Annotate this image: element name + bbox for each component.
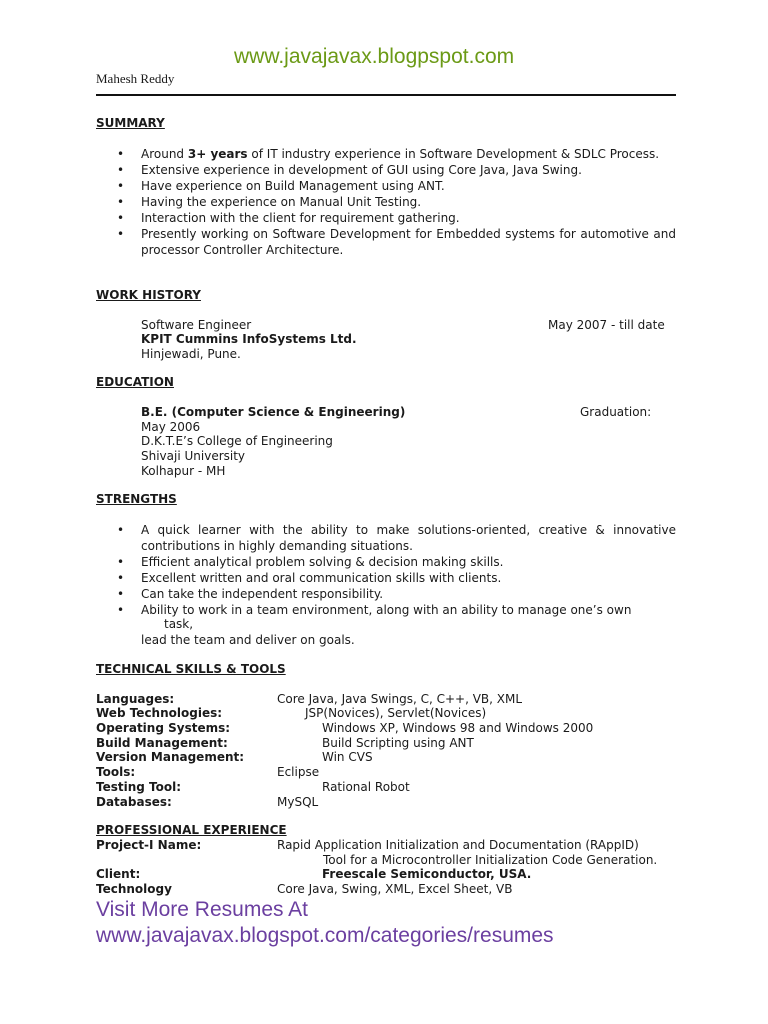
skill-label: Testing Tool: — [96, 780, 182, 794]
degree: B.E. (Computer Science & Engineering) — [141, 405, 406, 419]
skill-value: JSP(Novices), Servlet(Novices) — [305, 706, 487, 720]
promo-text: Visit More Resumes At — [96, 898, 309, 921]
author-name: Mahesh Reddy — [96, 71, 175, 86]
bullet-icon: • — [117, 179, 125, 193]
job-dates: May 2007 - till date — [548, 318, 665, 332]
site-url-top[interactable]: www.javajavax.blogpspot.com — [234, 45, 515, 68]
work-history-heading: WORK HISTORY — [96, 288, 201, 302]
strength-item: • Ability to work in a team environment, along with an ability to manage one’s own — [117, 603, 632, 617]
project-description: Tool for a Microcontroller Initialization Code Generation. — [323, 853, 658, 867]
strength-item: • Can take the independent responsibility. — [117, 587, 384, 601]
strengths-heading: STRENGTHS — [96, 492, 177, 506]
summary-item: • Have experience on Build Management using ANT. — [117, 179, 445, 193]
summary-item: • Extensive experience in development of GUI using Core Java, Java Swing. — [117, 163, 582, 177]
bullet-icon: • — [117, 163, 125, 177]
skill-label: Languages: — [96, 692, 175, 706]
bullet-icon: • — [117, 211, 125, 225]
promo-link[interactable]: www.javajavax.blogspot.com/categories/resumes — [96, 924, 554, 947]
bullet-icon: • — [117, 571, 125, 585]
bullet-icon: • — [117, 227, 125, 241]
university-name: Shivaji University — [141, 449, 246, 463]
skill-value: Win CVS — [322, 750, 373, 764]
bullet-icon: • — [117, 587, 125, 601]
company-name: KPIT Cummins InfoSystems Ltd. — [141, 332, 357, 346]
technology-label: Technology — [96, 882, 172, 896]
skill-value: Build Scripting using ANT — [322, 736, 474, 750]
strength-continuation: lead the team and deliver on goals. — [141, 633, 355, 647]
summary-item: • Around 3+ years of IT industry experience in Software Development & SDLC Process. — [117, 147, 660, 161]
bullet-icon: • — [117, 555, 125, 569]
graduation-date: May 2006 — [141, 420, 201, 434]
skill-label: Tools: — [96, 765, 136, 779]
bullet-icon: • — [117, 523, 125, 537]
skills-heading: TECHNICAL SKILLS & TOOLS — [96, 662, 286, 676]
company-location: Hinjewadi, Pune. — [141, 347, 241, 361]
strength-item: • Excellent written and oral communication skills with clients. — [117, 571, 502, 585]
strength-item: • A quick learner with the ability to make solutions-oriented, creative & innovative contributions in highly demanding situations. — [117, 523, 676, 553]
summary-list — [96, 146, 676, 258]
skill-value: Rational Robot — [322, 780, 410, 794]
bullet-icon: • — [117, 603, 125, 617]
strengths-list — [96, 522, 676, 618]
summary-heading: SUMMARY — [96, 116, 165, 130]
job-title: Software Engineer — [141, 318, 252, 332]
experience-heading: PROFESSIONAL EXPERIENCE — [96, 823, 287, 837]
summary-item: • Interaction with the client for requirement gathering. — [117, 211, 460, 225]
bullet-icon: • — [117, 147, 125, 161]
skill-value: Eclipse — [277, 765, 320, 779]
summary-item: • Having the experience on Manual Unit Testing. — [117, 195, 422, 209]
college-name: D.K.T.E’s College of Engineering — [141, 434, 333, 448]
client-label: Client: — [96, 867, 141, 881]
header-divider — [96, 94, 676, 96]
project-name: Rapid Application Initialization and Documentation (RAppID) — [277, 838, 639, 852]
skill-label: Build Management: — [96, 736, 228, 750]
skill-value: MySQL — [277, 795, 319, 809]
skill-label: Operating Systems: — [96, 721, 231, 735]
client-name: Freescale Semiconductor, USA. — [322, 867, 532, 881]
strength-wrap-word: task, — [164, 617, 194, 631]
technology-value: Core Java, Swing, XML, Excel Sheet, VB — [277, 882, 513, 896]
project-label: Project-I Name: — [96, 838, 202, 852]
strength-item: • Efficient analytical problem solving & decision making skills. — [117, 555, 504, 569]
skill-label: Version Management: — [96, 750, 245, 764]
graduation-label: Graduation: — [580, 405, 652, 419]
summary-item: • Presently working on Software Development for Embedded systems for automotive and processor Controller Architecture. — [117, 227, 676, 257]
skill-label: Web Technologies: — [96, 706, 223, 720]
education-heading: EDUCATION — [96, 375, 174, 389]
skill-value: Windows XP, Windows 98 and Windows 2000 — [322, 721, 594, 735]
bullet-icon: • — [117, 195, 125, 209]
skill-value: Core Java, Java Swings, C, C++, VB, XML — [277, 692, 523, 706]
skill-label: Databases: — [96, 795, 172, 809]
college-place: Kolhapur - MH — [141, 464, 226, 478]
